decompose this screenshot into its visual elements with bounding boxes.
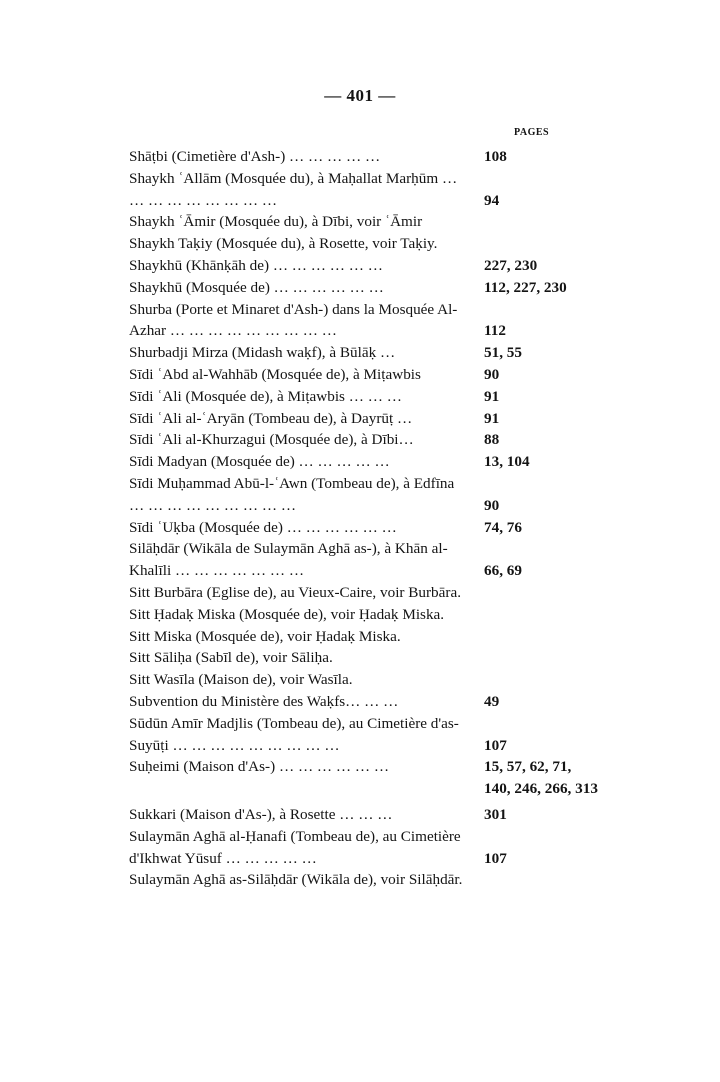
entry-pages: 112, 227, 230 [484, 278, 567, 296]
entry-text: Shaykhū (Khānḳāh de) … … … … … … [129, 256, 383, 274]
index-entry [129, 756, 629, 800]
entry-text: Shurbadji Mirza (Midash waḳf), à Būlāḳ … [129, 344, 396, 362]
index-entry [129, 473, 629, 517]
index-entry [129, 647, 629, 669]
entry-text: Sitt Ḥadaḳ Miska (Mosquée de), voir Ḥadaḳ Miska. [129, 605, 445, 623]
index-entry [129, 869, 629, 891]
index-entry [129, 255, 629, 277]
index-entry [129, 538, 629, 582]
index-entry [129, 146, 629, 168]
entry-text: Sīdi ʿAbd al-Wahhāb (Mosquée de), à Miṭawbis [129, 365, 421, 383]
entry-text: Shaykhū (Mosquée de) … … … … … … [129, 278, 384, 296]
index-entry [129, 604, 629, 626]
entry-text: Shaykh ʿĀmir (Mosquée du), à Dībi, voir ʿĀmir [129, 213, 423, 231]
index-entry [129, 408, 629, 430]
entry-text: Shāṭbi (Cimetière d'Ash-) … … … … … [129, 148, 381, 165]
index-entry [129, 669, 629, 691]
index-entry [129, 429, 629, 451]
index-entry [129, 299, 629, 343]
entry-text: Sūdūn Amīr Madjlis (Tombeau de), au Cimetière d'as-Suyūṭi … … … … … … … … … [129, 714, 459, 754]
pages-column-label: PAGES [514, 127, 550, 138]
entry-pages: 51, 55 [484, 344, 522, 362]
index-entry [129, 277, 629, 299]
entry-text: Sitt Miska (Mosquée de), voir Ḥadaḳ Miska. [129, 627, 401, 645]
entry-text: Sīdi ʿUḳba (Mosquée de) … … … … … … [129, 518, 397, 536]
entry-pages: 108 [484, 148, 507, 165]
entry-text: Sitt Sāliḥa (Sabīl de), voir Sāliḥa. [129, 649, 333, 667]
entry-text: Sīdi ʿAli al-Khurzagui (Mosquée de), à Dībi… [129, 431, 414, 449]
entry-pages: 112 [484, 322, 506, 340]
index-entry [129, 211, 629, 233]
entry-text: Sukkari (Maison d'As-), à Rosette … … … [129, 805, 393, 823]
entry-text: Sīdi ʿAli al-ʿAryān (Tombeau de), à Dayrūṭ … [129, 409, 413, 427]
index-entry [129, 451, 629, 473]
entry-pages: 107 [484, 849, 507, 867]
entry-text: Suḥeimi (Maison d'As-) … … … … … … [129, 758, 390, 776]
entry-pages: 91 [484, 387, 500, 405]
index-entry [129, 826, 629, 870]
index-entry [129, 386, 629, 408]
entry-pages: 15, 57, 62, 71, 140, 246, 266, 313 [484, 758, 598, 798]
entry-text: Shaykh ʿAllām (Mosquée du), à Maḥallat Marḥūm … … … … … … … … … [129, 169, 458, 209]
entry-pages: 227, 230 [484, 256, 538, 274]
index-entry [129, 342, 629, 364]
entry-text: Silāḥdār (Wikāla de Sulaymān Aghā as-), à Khān al-Khalīli … … … … … … … [129, 540, 448, 580]
index-entry [129, 233, 629, 255]
entry-text: Subvention du Ministère des Waḳfs… … … [129, 692, 399, 710]
entry-text: Sīdi Madyan (Mosquée de) … … … … … [129, 453, 390, 471]
entry-text: Shaykh Taḳiy (Mosquée du), à Rosette, voir Taḳiy. [129, 235, 438, 253]
entry-pages: 66, 69 [484, 562, 522, 580]
page-number: — 401 — [324, 86, 396, 105]
entry-text: Sitt Wasīla (Maison de), voir Wasīla. [129, 671, 353, 689]
index-entry [129, 168, 629, 212]
index-entry [129, 713, 629, 757]
index-entry [129, 364, 629, 386]
entry-pages: 90 [484, 365, 500, 383]
index-entry [129, 691, 629, 713]
entry-pages: 301 [484, 805, 507, 823]
entry-pages: 49 [484, 692, 500, 710]
index-entry [129, 804, 629, 826]
entry-text: Shurba (Porte et Minaret d'Ash-) dans la Mosquée Al-Azhar … … … … … … … … … [129, 300, 458, 340]
entry-pages: 91 [484, 409, 500, 427]
entry-pages: 88 [484, 431, 500, 449]
index-entry [129, 517, 629, 539]
entry-text: Sīdi Muḥammad Abū-l-ʿAwn (Tombeau de), à Edfīna … … … … … … … … … [129, 474, 455, 514]
entry-pages: 94 [484, 191, 500, 209]
entry-text: Sulaymān Aghā al-Ḥanafi (Tombeau de), au Cimetière d'Ikhwat Yūsuf … … … … … [129, 827, 461, 867]
entry-text: Sulaymān Aghā as-Silāḥdār (Wikāla de), voir Silāḥdār. [129, 871, 463, 889]
entry-text: Sīdi ʿAli (Mosquée de), à Miṭawbis … … … [129, 387, 402, 405]
entry-pages: 13, 104 [484, 453, 530, 471]
entry-pages: 90 [484, 496, 500, 514]
entry-text: Sitt Burbāra (Eglise de), au Vieux-Caire, voir Burbāra. [129, 583, 461, 601]
index-entry [129, 582, 629, 604]
index-list [129, 146, 629, 891]
entry-pages: 107 [484, 736, 507, 754]
entry-pages: 74, 76 [484, 518, 522, 536]
index-entry [129, 626, 629, 648]
